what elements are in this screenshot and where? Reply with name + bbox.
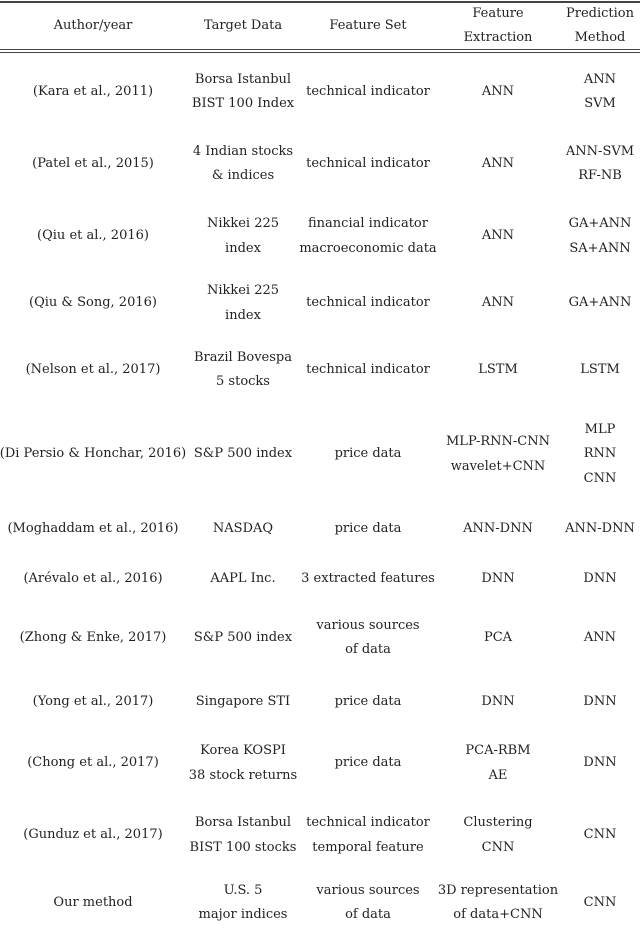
prediction-method-cell — [560, 273, 640, 334]
feature-extraction-cell — [436, 56, 560, 128]
prediction-method-cell — [560, 877, 640, 929]
table-row — [0, 503, 640, 555]
feature-set-cell-line: technical indicator — [306, 83, 430, 99]
target-data-cell-line: S&P 500 index — [193, 446, 293, 462]
feature-extraction-cell — [436, 733, 560, 794]
author-cell-line: (Arévalo et al., 2016) — [23, 571, 163, 587]
prediction-method-cell-line: MLP — [584, 421, 616, 437]
target-data-cell-line: BIST 100 stocks — [189, 839, 297, 855]
header-extraction — [436, 3, 560, 49]
author-cell — [0, 200, 186, 273]
feature-set-cell — [300, 794, 436, 877]
feature-extraction-cell-line: PCA — [483, 629, 513, 645]
author-cell-line: Our method — [53, 894, 133, 910]
prediction-method-cell-line: CNN — [583, 827, 617, 843]
feature-extraction-cell — [436, 672, 560, 733]
header-extraction-line: Feature — [472, 6, 524, 21]
feature-set-cell-line: temporal feature — [312, 839, 424, 855]
target-data-cell-line: Singapore STI — [195, 694, 291, 710]
author-cell — [0, 128, 186, 200]
header-feature-set — [300, 3, 436, 49]
header-prediction-line: Prediction — [566, 6, 634, 21]
feature-extraction-cell-line: ANN — [481, 83, 515, 99]
header-author — [0, 3, 186, 49]
feature-extraction-cell — [436, 406, 560, 503]
feature-set-cell-line: technical indicator — [306, 361, 430, 377]
table-row — [0, 334, 640, 406]
target-data-cell-line: Nikkei 225 — [206, 283, 280, 298]
target-data-cell — [186, 733, 300, 794]
target-data-cell — [186, 406, 300, 503]
feature-extraction-cell — [436, 555, 560, 604]
feature-extraction-cell-line: AE — [488, 767, 508, 783]
feature-extraction-cell — [436, 334, 560, 406]
target-data-cell — [186, 672, 300, 733]
target-data-cell-line: major indices — [198, 907, 288, 922]
header-target — [186, 3, 300, 49]
author-cell — [0, 877, 186, 929]
feature-set-cell-line: technical indicator — [306, 295, 430, 311]
author-cell — [0, 555, 186, 604]
target-data-cell — [186, 200, 300, 273]
target-data-cell-line: S&P 500 index — [193, 629, 293, 645]
header-prediction — [560, 3, 640, 49]
table-row — [0, 733, 640, 794]
feature-extraction-cell — [436, 503, 560, 555]
prediction-method-cell — [560, 733, 640, 794]
feature-extraction-cell-line: PCA-RBM — [465, 743, 531, 758]
prediction-method-cell — [560, 128, 640, 200]
prediction-method-cell-line: ANN-SVM — [565, 143, 635, 159]
table-row — [0, 604, 640, 672]
author-cell-line: (Chong et al., 2017) — [27, 755, 159, 771]
prediction-method-cell — [560, 503, 640, 555]
target-data-cell-line: Brazil Bovespa — [194, 349, 292, 365]
author-cell — [0, 672, 186, 733]
target-data-cell-line: 4 Indian stocks — [192, 143, 294, 159]
author-cell-line: (Qiu & Song, 2016) — [29, 295, 157, 311]
feature-set-cell-line: of data — [345, 907, 391, 922]
author-cell-line: (Kara et al., 2011) — [32, 83, 154, 99]
feature-extraction-cell — [436, 604, 560, 672]
table-row — [0, 273, 640, 334]
target-data-cell — [186, 877, 300, 929]
author-cell — [0, 794, 186, 877]
feature-extraction-cell-line: CNN — [481, 839, 515, 855]
target-data-cell — [186, 334, 300, 406]
author-cell-line: (Yong et al., 2017) — [32, 694, 154, 710]
feature-extraction-cell-line: DNN — [481, 694, 515, 710]
table-row — [0, 794, 640, 877]
header-rule-lower — [0, 52, 640, 53]
feature-extraction-cell-line: MLP-RNN-CNN — [446, 434, 550, 449]
prediction-method-cell-line: CNN — [583, 470, 617, 486]
header-prediction-line: Method — [574, 30, 626, 45]
prediction-method-cell — [560, 56, 640, 128]
prediction-method-cell-line: GA+ANN — [568, 216, 632, 231]
target-data-cell-line: Nikkei 225 — [206, 216, 280, 231]
author-cell — [0, 733, 186, 794]
target-data-cell — [186, 128, 300, 200]
feature-extraction-cell-line: Clustering — [463, 815, 533, 830]
prediction-method-cell — [560, 672, 640, 733]
prediction-method-cell-line: CNN — [583, 894, 617, 910]
feature-extraction-cell-line: LSTM — [478, 361, 518, 377]
target-data-cell-line: 38 stock returns — [188, 767, 298, 783]
prediction-method-cell — [560, 604, 640, 672]
target-data-cell-line: Borsa Istanbul — [194, 71, 292, 87]
target-data-cell-line: index — [225, 240, 261, 256]
feature-extraction-cell — [436, 794, 560, 877]
feature-set-cell — [300, 877, 436, 929]
table-row — [0, 200, 640, 273]
prediction-method-cell-line: ANN — [583, 629, 617, 645]
header-target-line: Target Data — [203, 18, 283, 33]
target-data-cell — [186, 555, 300, 604]
prediction-method-cell-line: ANN — [583, 71, 617, 87]
target-data-cell — [186, 794, 300, 877]
table-row — [0, 672, 640, 733]
target-data-cell — [186, 273, 300, 334]
prediction-method-cell-line: RF-NB — [578, 168, 622, 183]
table-row — [0, 56, 640, 128]
target-data-cell — [186, 56, 300, 128]
feature-extraction-cell-line: ANN — [481, 295, 515, 311]
target-data-cell — [186, 503, 300, 555]
target-data-cell-line: BIST 100 Index — [191, 96, 295, 111]
feature-extraction-cell — [436, 128, 560, 200]
target-data-cell-line: Borsa Istanbul — [194, 815, 292, 830]
author-cell — [0, 56, 186, 128]
target-data-cell-line: & indices — [211, 168, 275, 183]
feature-extraction-cell-line: DNN — [481, 571, 515, 587]
feature-set-cell-line: financial indicator — [308, 216, 428, 231]
feature-extraction-cell-line: wavelet+CNN — [450, 458, 546, 474]
author-cell-line: (Gunduz et al., 2017) — [23, 827, 163, 843]
feature-set-cell — [300, 733, 436, 794]
table-header — [0, 3, 640, 49]
feature-set-cell — [300, 604, 436, 672]
feature-set-cell — [300, 56, 436, 128]
feature-set-cell-line: various sources — [316, 882, 420, 898]
feature-extraction-cell-line: ANN-DNN — [463, 520, 533, 536]
feature-extraction-cell-line: ANN — [481, 228, 515, 244]
feature-set-cell — [300, 334, 436, 406]
feature-set-cell-line: technical indicator — [306, 155, 430, 171]
target-data-cell-line: U.S. 5 — [223, 882, 263, 898]
prediction-method-cell-line: GA+ANN — [568, 295, 632, 311]
feature-set-cell — [300, 200, 436, 273]
feature-extraction-cell — [436, 200, 560, 273]
prediction-method-cell-line: SA+ANN — [569, 240, 631, 256]
feature-set-cell-line: macroeconomic data — [299, 240, 437, 256]
feature-set-cell — [300, 672, 436, 733]
prediction-method-cell — [560, 794, 640, 877]
prediction-method-cell — [560, 406, 640, 503]
author-cell — [0, 503, 186, 555]
prediction-method-cell — [560, 555, 640, 604]
feature-set-cell — [300, 406, 436, 503]
feature-set-cell-line: technical indicator — [306, 815, 430, 830]
target-data-cell-line: 5 stocks — [216, 374, 270, 389]
author-cell — [0, 406, 186, 503]
prediction-method-cell-line: ANN-DNN — [565, 520, 635, 536]
feature-set-cell — [300, 273, 436, 334]
feature-extraction-cell-line: of data+CNN — [453, 907, 543, 922]
feature-set-cell — [300, 503, 436, 555]
author-cell — [0, 273, 186, 334]
feature-set-cell-line: of data — [345, 642, 391, 657]
feature-set-cell-line: price data — [334, 446, 402, 462]
author-cell-line: (Zhong & Enke, 2017) — [19, 629, 167, 645]
feature-extraction-cell-line: 3D representation — [437, 882, 559, 898]
header-rule-upper — [0, 49, 640, 50]
target-data-cell-line: NASDAQ — [212, 520, 274, 536]
author-cell-line: (Patel et al., 2015) — [32, 155, 154, 171]
feature-extraction-cell — [436, 877, 560, 929]
author-cell-line: (Moghaddam et al., 2016) — [7, 520, 179, 536]
table-row — [0, 406, 640, 503]
feature-set-cell-line: price data — [334, 694, 402, 710]
author-cell-line: (Di Persio & Honchar, 2016) — [0, 446, 187, 462]
table-row — [0, 877, 640, 929]
target-data-cell-line: AAPL Inc. — [210, 571, 276, 587]
feature-extraction-cell-line: ANN — [481, 155, 515, 171]
target-data-cell-line: Korea KOSPI — [200, 743, 286, 758]
feature-set-cell-line: price data — [334, 520, 402, 536]
feature-set-cell — [300, 128, 436, 200]
author-cell — [0, 604, 186, 672]
prediction-method-cell-line: RNN — [583, 446, 617, 462]
prediction-method-cell-line: LSTM — [580, 361, 620, 377]
prediction-method-cell-line: DNN — [583, 755, 617, 771]
header-feature-set-line: Feature Set — [329, 18, 407, 33]
feature-set-cell-line: various sources — [316, 617, 420, 633]
prediction-method-cell-line: SVM — [584, 96, 616, 111]
author-cell-line: (Qiu et al., 2016) — [37, 228, 149, 244]
prediction-method-cell-line: DNN — [583, 571, 617, 587]
feature-extraction-cell — [436, 273, 560, 334]
table-row — [0, 128, 640, 200]
prediction-method-cell — [560, 200, 640, 273]
author-cell — [0, 334, 186, 406]
feature-set-cell-line: 3 extracted features — [301, 571, 435, 587]
table-row — [0, 555, 640, 604]
target-data-cell — [186, 604, 300, 672]
prediction-method-cell — [560, 334, 640, 406]
header-extraction-line: Extraction — [463, 30, 533, 45]
header-author-line: Author/year — [53, 18, 133, 33]
target-data-cell-line: index — [225, 307, 261, 323]
feature-set-cell — [300, 555, 436, 604]
feature-set-cell-line: price data — [334, 755, 402, 771]
author-cell-line: (Nelson et al., 2017) — [25, 361, 161, 377]
prediction-method-cell-line: DNN — [583, 694, 617, 710]
